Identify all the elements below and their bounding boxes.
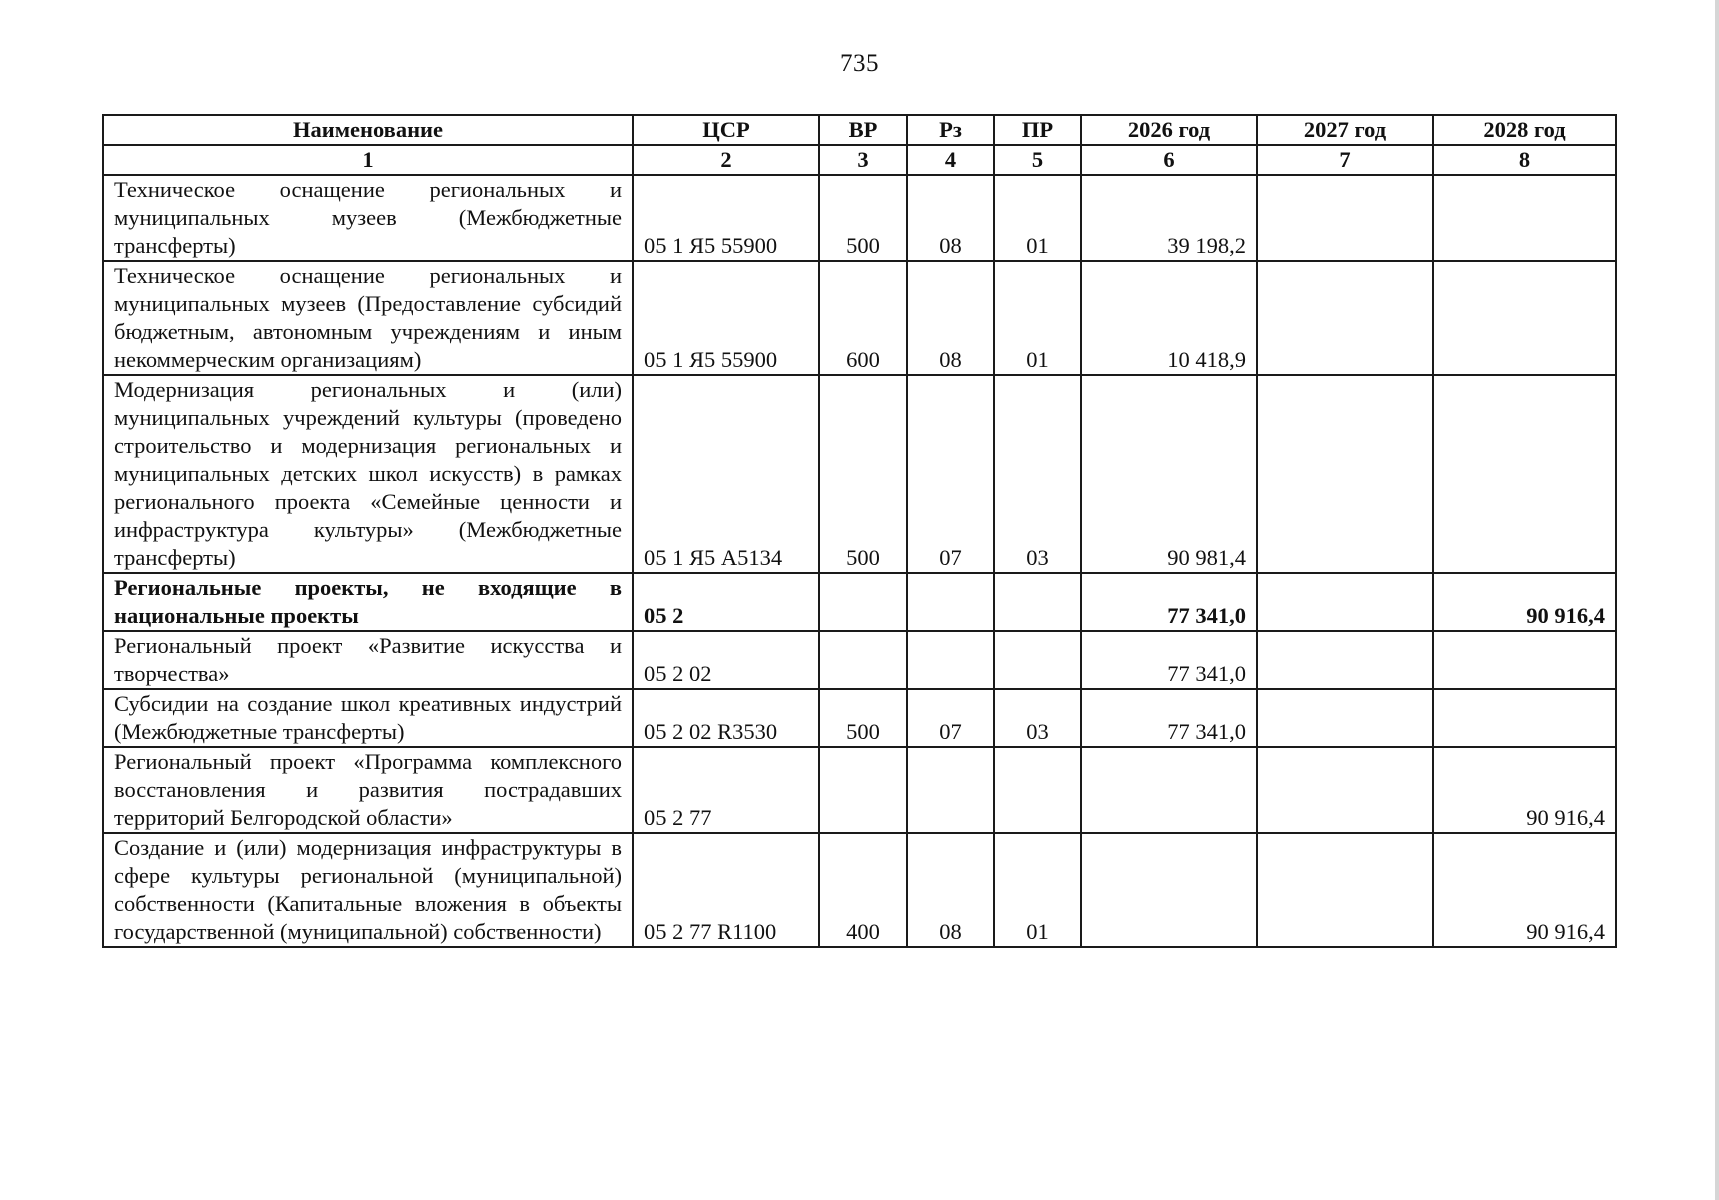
row-amount-2027 [1257,747,1433,833]
row-pr: 01 [994,833,1081,947]
table-row [103,631,1616,689]
row-amount-2026: 39 198,2 [1081,175,1257,261]
col-header-rz: Рз [907,115,994,145]
table-row-section [103,573,1616,631]
col-number-8: 8 [1433,145,1616,175]
table-row [103,747,1616,833]
row-amount-2026: 77 341,0 [1081,573,1257,631]
row-amount-2027 [1257,689,1433,747]
row-rz: 08 [907,261,994,375]
row-amount-2026: 77 341,0 [1081,689,1257,747]
budget-table [102,114,1617,948]
row-csr: 05 1 Я5 55900 [633,175,819,261]
row-amount-2028: 90 916,4 [1433,833,1616,947]
row-amount-2028 [1433,689,1616,747]
row-pr: 01 [994,175,1081,261]
col-number-5: 5 [994,145,1081,175]
row-amount-2028 [1433,375,1616,573]
header-row [103,115,1616,145]
row-rz [907,573,994,631]
col-number-2: 2 [633,145,819,175]
row-amount-2027 [1257,261,1433,375]
row-csr: 05 2 77 [633,747,819,833]
row-pr [994,573,1081,631]
row-name: Региональный проект «Развитие искусства и творчества» [103,631,633,689]
row-vr [819,747,907,833]
row-amount-2028: 90 916,4 [1433,573,1616,631]
row-pr [994,747,1081,833]
table-row [103,375,1616,573]
row-pr: 03 [994,375,1081,573]
row-vr: 500 [819,375,907,573]
row-vr: 400 [819,833,907,947]
col-header-name: Наименование [103,115,633,145]
row-name: Техническое оснащение региональных и муниципальных музеев (Межбюджетные трансферты) [103,175,633,261]
row-rz [907,631,994,689]
row-amount-2028: 90 916,4 [1433,747,1616,833]
row-csr: 05 2 02 [633,631,819,689]
row-name: Региональные проекты, не входящие в национальные проекты [103,573,633,631]
col-number-6: 6 [1081,145,1257,175]
row-amount-2028 [1433,631,1616,689]
row-amount-2026: 77 341,0 [1081,631,1257,689]
row-vr: 500 [819,689,907,747]
row-csr: 05 2 [633,573,819,631]
row-name: Региональный проект «Программа комплексного восстановления и развития пострадавших территорий Белгородской области» [103,747,633,833]
col-header-2027: 2027 год [1257,115,1433,145]
row-name: Модернизация региональных и (или) муниципальных учреждений культуры (проведено строительство и модернизация региональных и муниципальных детских школ искусств) в рамках регионального проекта «Семейные ценности и инфраструктура культуры» (Межбюджетные трансферты) [103,375,633,573]
row-csr: 05 2 77 R1100 [633,833,819,947]
column-number-row [103,145,1616,175]
row-vr: 500 [819,175,907,261]
row-rz: 08 [907,833,994,947]
row-amount-2026 [1081,833,1257,947]
table-row [103,261,1616,375]
col-number-7: 7 [1257,145,1433,175]
row-amount-2028 [1433,175,1616,261]
row-name: Техническое оснащение региональных и муниципальных музеев (Предоставление субсидий бюджетным, автономным учреждениям и иным некоммерческим организациям) [103,261,633,375]
row-csr: 05 1 Я5 55900 [633,261,819,375]
row-vr [819,631,907,689]
row-amount-2028 [1433,261,1616,375]
row-pr [994,631,1081,689]
row-amount-2027 [1257,175,1433,261]
row-vr: 600 [819,261,907,375]
col-number-1: 1 [103,145,633,175]
col-header-2026: 2026 год [1081,115,1257,145]
col-header-2028: 2028 год [1433,115,1616,145]
row-vr [819,573,907,631]
row-pr: 01 [994,261,1081,375]
col-number-3: 3 [819,145,907,175]
row-rz: 07 [907,689,994,747]
page-number: 735 [840,50,879,77]
row-name: Создание и (или) модернизация инфраструктуры в сфере культуры региональной (муниципальной) собственности (Капитальные вложения в объекты государственной (муниципальной) собственности) [103,833,633,947]
col-header-pr: ПР [994,115,1081,145]
row-amount-2027 [1257,631,1433,689]
row-amount-2026: 90 981,4 [1081,375,1257,573]
col-header-vr: ВР [819,115,907,145]
row-rz: 07 [907,375,994,573]
table-row [103,175,1616,261]
row-csr: 05 1 Я5 А5134 [633,375,819,573]
table-row [103,689,1616,747]
row-csr: 05 2 02 R3530 [633,689,819,747]
row-rz: 08 [907,175,994,261]
row-amount-2026 [1081,747,1257,833]
table-row [103,833,1616,947]
row-name: Субсидии на создание школ креативных индустрий (Межбюджетные трансферты) [103,689,633,747]
row-amount-2027 [1257,833,1433,947]
col-number-4: 4 [907,145,994,175]
col-header-csr: ЦСР [633,115,819,145]
scan-edge-mark [1715,0,1719,1200]
row-rz [907,747,994,833]
row-amount-2027 [1257,375,1433,573]
row-amount-2026: 10 418,9 [1081,261,1257,375]
row-pr: 03 [994,689,1081,747]
row-amount-2027 [1257,573,1433,631]
